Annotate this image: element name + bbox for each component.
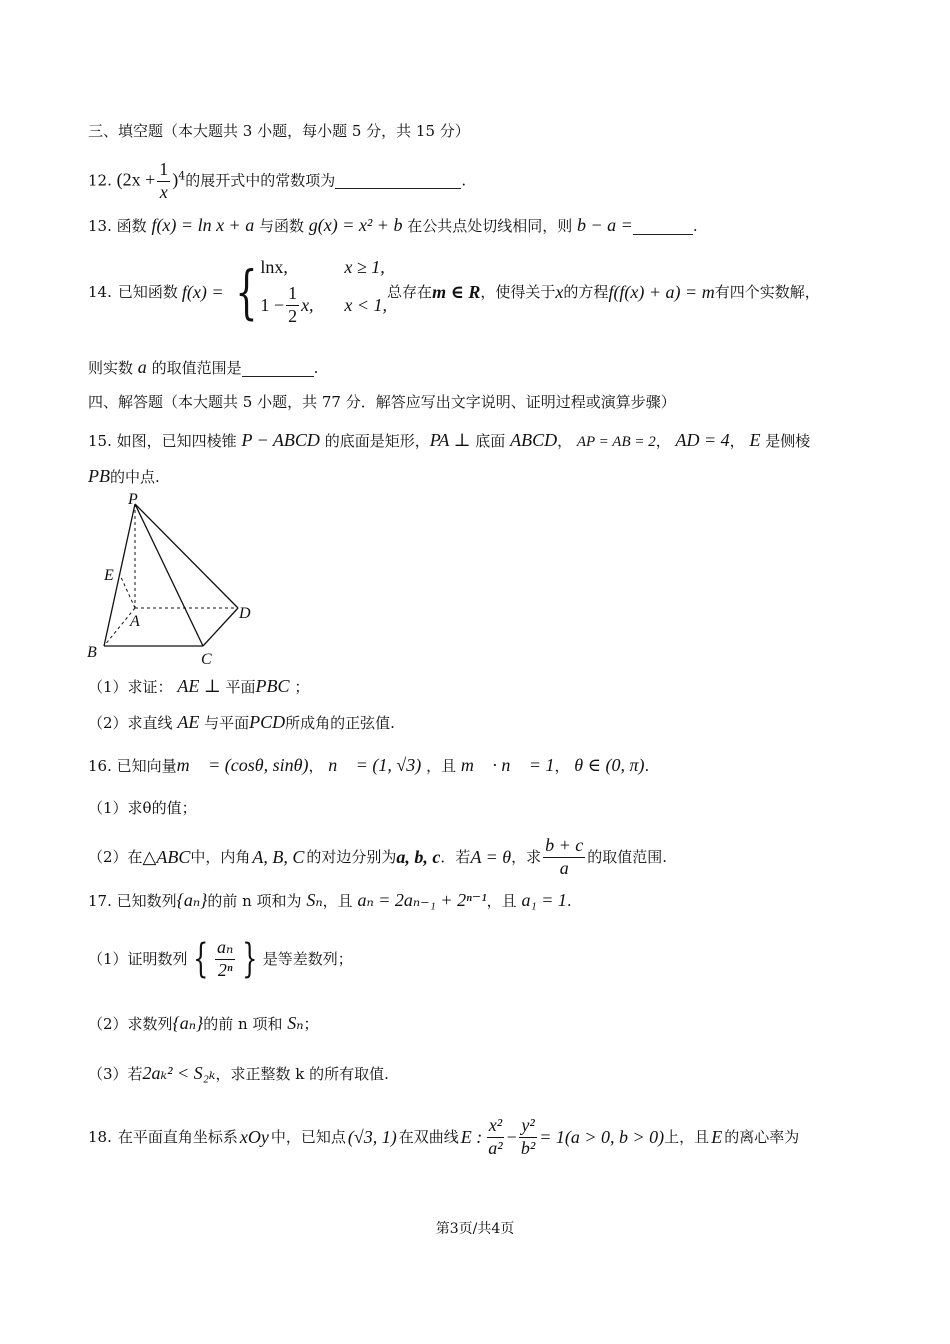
question-12 [88, 160, 466, 203]
question-text: 的展开式中的常数项为 [185, 171, 336, 190]
question-text: 的取值范围. [587, 847, 668, 866]
question-text: 中，已知点 [270, 1127, 346, 1146]
right-brace: } [242, 936, 258, 983]
math-expr: Sₙ [287, 1013, 304, 1033]
label-p: P [128, 492, 138, 508]
math-expr: P − ABCD [241, 430, 320, 450]
section-4-heading: 四、解答题（本大题共 5 小题，共 77 分．解答应写出文字说明、证明过程或演算步骤） [88, 393, 676, 411]
question-16-part-1: （1）求θ的值； [88, 799, 197, 817]
fraction [157, 160, 170, 203]
math-var: x [555, 282, 564, 303]
label-d: D [239, 605, 251, 622]
question-number: 12. [88, 171, 112, 190]
question-number: 18. [88, 1127, 112, 1146]
math-expr: A, B, C [252, 847, 305, 868]
question-text: ．若 [440, 847, 471, 866]
math-expr: ABCD [510, 430, 558, 450]
period: . [644, 757, 650, 775]
period: . [461, 171, 467, 190]
math-expr: n⃗ = (1, √3) [328, 755, 422, 775]
part-label: （1）证明数列 [88, 949, 188, 968]
question-text: ，求正整数 k 的所有取值. [215, 1065, 389, 1083]
math-expr: m⃗ = (cosθ, sinθ) [176, 755, 309, 775]
question-text: 底面 [475, 432, 506, 450]
math-expr: E : [460, 1127, 483, 1148]
question-text: 平面 [225, 678, 256, 696]
edge-pd [135, 504, 238, 608]
math-expr: PA ⊥ [429, 430, 471, 450]
question-16: 16. 已知向量m⃗ = (cosθ, sinθ)， n⃗ = (1, √3) ，且 m⃗ · n⃗ = 1， θ ∈ (0, π). [88, 755, 650, 775]
question-text: 已知函数 [117, 282, 178, 301]
math-expr: g(x) = x² + b [308, 215, 403, 235]
question-text: 是侧棱 [765, 432, 811, 450]
frac-num: 1 [157, 160, 170, 182]
math-expr: aₙ = 2aₙ₋₁ + 2ⁿ⁻¹ [357, 890, 487, 910]
question-text: 的离心率为 [724, 1127, 800, 1146]
question-text: 函数 [116, 217, 147, 235]
question-text: ，使得关于 [480, 282, 556, 301]
question-18 [88, 1116, 799, 1159]
math-op: − [506, 1127, 517, 1148]
question-text: 的对边分别为 [306, 847, 397, 866]
math-expr: 2aₖ² < S₂ₖ [142, 1063, 216, 1083]
question-number: 13. [88, 217, 112, 235]
label-b: B [87, 644, 97, 661]
exponent: 4 [178, 169, 186, 183]
question-text: 在双曲线 [398, 1127, 459, 1146]
math-expr: PCD [249, 712, 286, 732]
case-post: x, [301, 295, 314, 316]
math-expr: m⃗ · n⃗ = 1 [460, 755, 555, 775]
question-text: 的方程 [563, 282, 609, 301]
question-text: 总存在 [387, 282, 433, 301]
frac-den: b² [520, 1137, 536, 1158]
question-text: ，且 [322, 892, 353, 910]
math-expr: A = θ [470, 847, 512, 868]
fraction [486, 1116, 504, 1159]
question-15-line-2 [88, 467, 160, 485]
math-expr: PBC [255, 676, 290, 696]
question-text: 已知数列 [116, 892, 177, 910]
fraction [519, 1116, 537, 1159]
case-expr: lnx, [260, 257, 288, 277]
question-text: 所成角的正弦值. [285, 714, 395, 732]
frac-den: a² [488, 1137, 503, 1158]
piecewise-function [228, 258, 388, 327]
math-var: E [711, 1127, 723, 1148]
label-a: A [130, 613, 140, 630]
frac-den: x [159, 181, 168, 202]
math-expr: Sₙ [306, 890, 323, 910]
frac-num: 1 [286, 284, 299, 306]
question-text: 的前 n 项和 [203, 1015, 283, 1033]
question-text: ，求 [511, 847, 542, 866]
question-text: 在平面直角坐标系 [117, 1127, 238, 1146]
math-expr: AE ⊥ [177, 676, 221, 696]
frac-num: b + c [543, 836, 585, 858]
question-text: 如图，已知四棱锥 [116, 432, 237, 450]
part-label: （2）求数列 [88, 1015, 173, 1033]
question-15-part-1 [88, 677, 309, 695]
punctuation: ； [303, 1015, 319, 1033]
case-cond: x ≥ 1, [344, 257, 385, 277]
frac-num: x² [487, 1116, 504, 1138]
answer-blank[interactable] [633, 219, 693, 235]
question-text: 的中点. [110, 468, 160, 486]
question-text: ，且 [426, 757, 457, 775]
question-number: 17. [88, 892, 112, 910]
question-text: 与平面 [204, 714, 250, 732]
question-14 [88, 258, 820, 327]
pyramid-diagram [80, 492, 270, 667]
question-text: 的底面是矩形， [324, 432, 430, 450]
math-expr: {aₙ} [172, 1013, 204, 1033]
math-expr: AD = 4 [675, 430, 730, 450]
question-text: ，且 [486, 892, 517, 910]
answer-blank[interactable] [335, 173, 461, 189]
label-c: C [201, 651, 212, 667]
question-text: 是等差数列； [262, 949, 353, 968]
part-label: （2）求直线 [88, 714, 173, 732]
case-2 [260, 284, 387, 327]
question-text: 有四个实数解， [714, 282, 820, 301]
math-expr: △ABC [142, 847, 191, 868]
math-expr: f(x) = ln x + a [151, 215, 255, 235]
math-expr: (2x + [116, 169, 156, 190]
question-15-part-2 [88, 713, 395, 731]
math-expr: xOy [239, 1127, 269, 1148]
question-text: 与函数 [258, 217, 304, 235]
question-16-part-2 [88, 836, 667, 879]
pyramid-figure [80, 492, 270, 671]
case-expr [260, 284, 320, 327]
label-e: E [104, 567, 114, 584]
math-expr: f(f(x) + a) = m [608, 282, 715, 303]
question-15: 15. 如图，已知四棱锥 P − ABCD 的底面是矩形，PA ⊥ 底面 ABCD， AP = AB = 2， AD = 4， E 是侧棱 [88, 430, 811, 450]
piecewise-cases [260, 258, 387, 327]
part-label: （3）若 [88, 1065, 143, 1083]
question-14-line-2 [88, 358, 318, 377]
math-var: a [137, 357, 147, 377]
question-text: 在公共点处切线相同，则 [407, 217, 573, 235]
period: . [566, 892, 572, 910]
math-expr: a, b, c [396, 847, 441, 868]
segment-ae [120, 575, 135, 608]
question-text: 已知向量 [116, 757, 177, 775]
answer-blank[interactable] [242, 361, 314, 377]
part-label: （1）求证： [88, 678, 173, 696]
math-expr: b − a = [577, 215, 633, 235]
question-number: 14. [88, 282, 112, 301]
math-expr: f(x) = [181, 282, 224, 303]
question-17-part-2 [88, 1014, 319, 1032]
fraction [286, 284, 299, 327]
edge-pc [135, 504, 203, 646]
question-17-part-1 [88, 938, 353, 981]
frac-den: 2 [288, 305, 298, 326]
question-text: 上，且 [664, 1127, 710, 1146]
frac-den: a [559, 857, 569, 878]
math-expr: AP = AB = 2 [576, 434, 656, 450]
fraction [215, 938, 235, 981]
math-expr: a₁ = 1 [521, 890, 567, 910]
question-13 [88, 216, 698, 235]
math-expr: PB [88, 466, 110, 486]
period: . [313, 359, 319, 377]
math-expr: (√3, 1) [347, 1127, 397, 1148]
math-expr: = 1(a > 0, b > 0) [539, 1127, 665, 1148]
edge-cd [203, 608, 238, 646]
question-17 [88, 891, 572, 909]
case-1 [260, 258, 387, 276]
question-number: 16. [88, 757, 112, 775]
part-label: （2）在 [88, 847, 143, 866]
period: . [692, 217, 698, 235]
left-brace: { [234, 258, 258, 327]
section-3-heading: 三、填空题（本大题共 3 小题，每小题 5 分，共 15 分） [88, 122, 470, 140]
math-expr: ) [172, 169, 179, 190]
math-expr: θ ∈ (0, π) [574, 755, 645, 775]
math-var: E [749, 430, 761, 450]
question-text: 中，内角 [190, 847, 251, 866]
question-number: 15. [88, 432, 112, 450]
question-text: 的前 n 项和为 [207, 892, 302, 910]
case-cond: x < 1, [344, 295, 388, 316]
punctuation: ； [294, 678, 310, 696]
math-expr: {aₙ} [176, 890, 208, 910]
fraction [543, 836, 585, 879]
case-pre: 1 − [260, 295, 285, 316]
question-17-part-3 [88, 1064, 389, 1082]
left-brace: { [192, 936, 208, 983]
frac-num: y² [519, 1116, 536, 1138]
math-expr: AE [177, 712, 200, 732]
page-footer: 第3页/共4页 [435, 1221, 515, 1237]
math-expr: m ∈ R [432, 282, 481, 303]
question-text: 则实数 [88, 359, 134, 377]
frac-num: aₙ [215, 938, 235, 960]
question-text: 的取值范围是 [151, 359, 242, 377]
frac-den: 2ⁿ [217, 959, 233, 980]
